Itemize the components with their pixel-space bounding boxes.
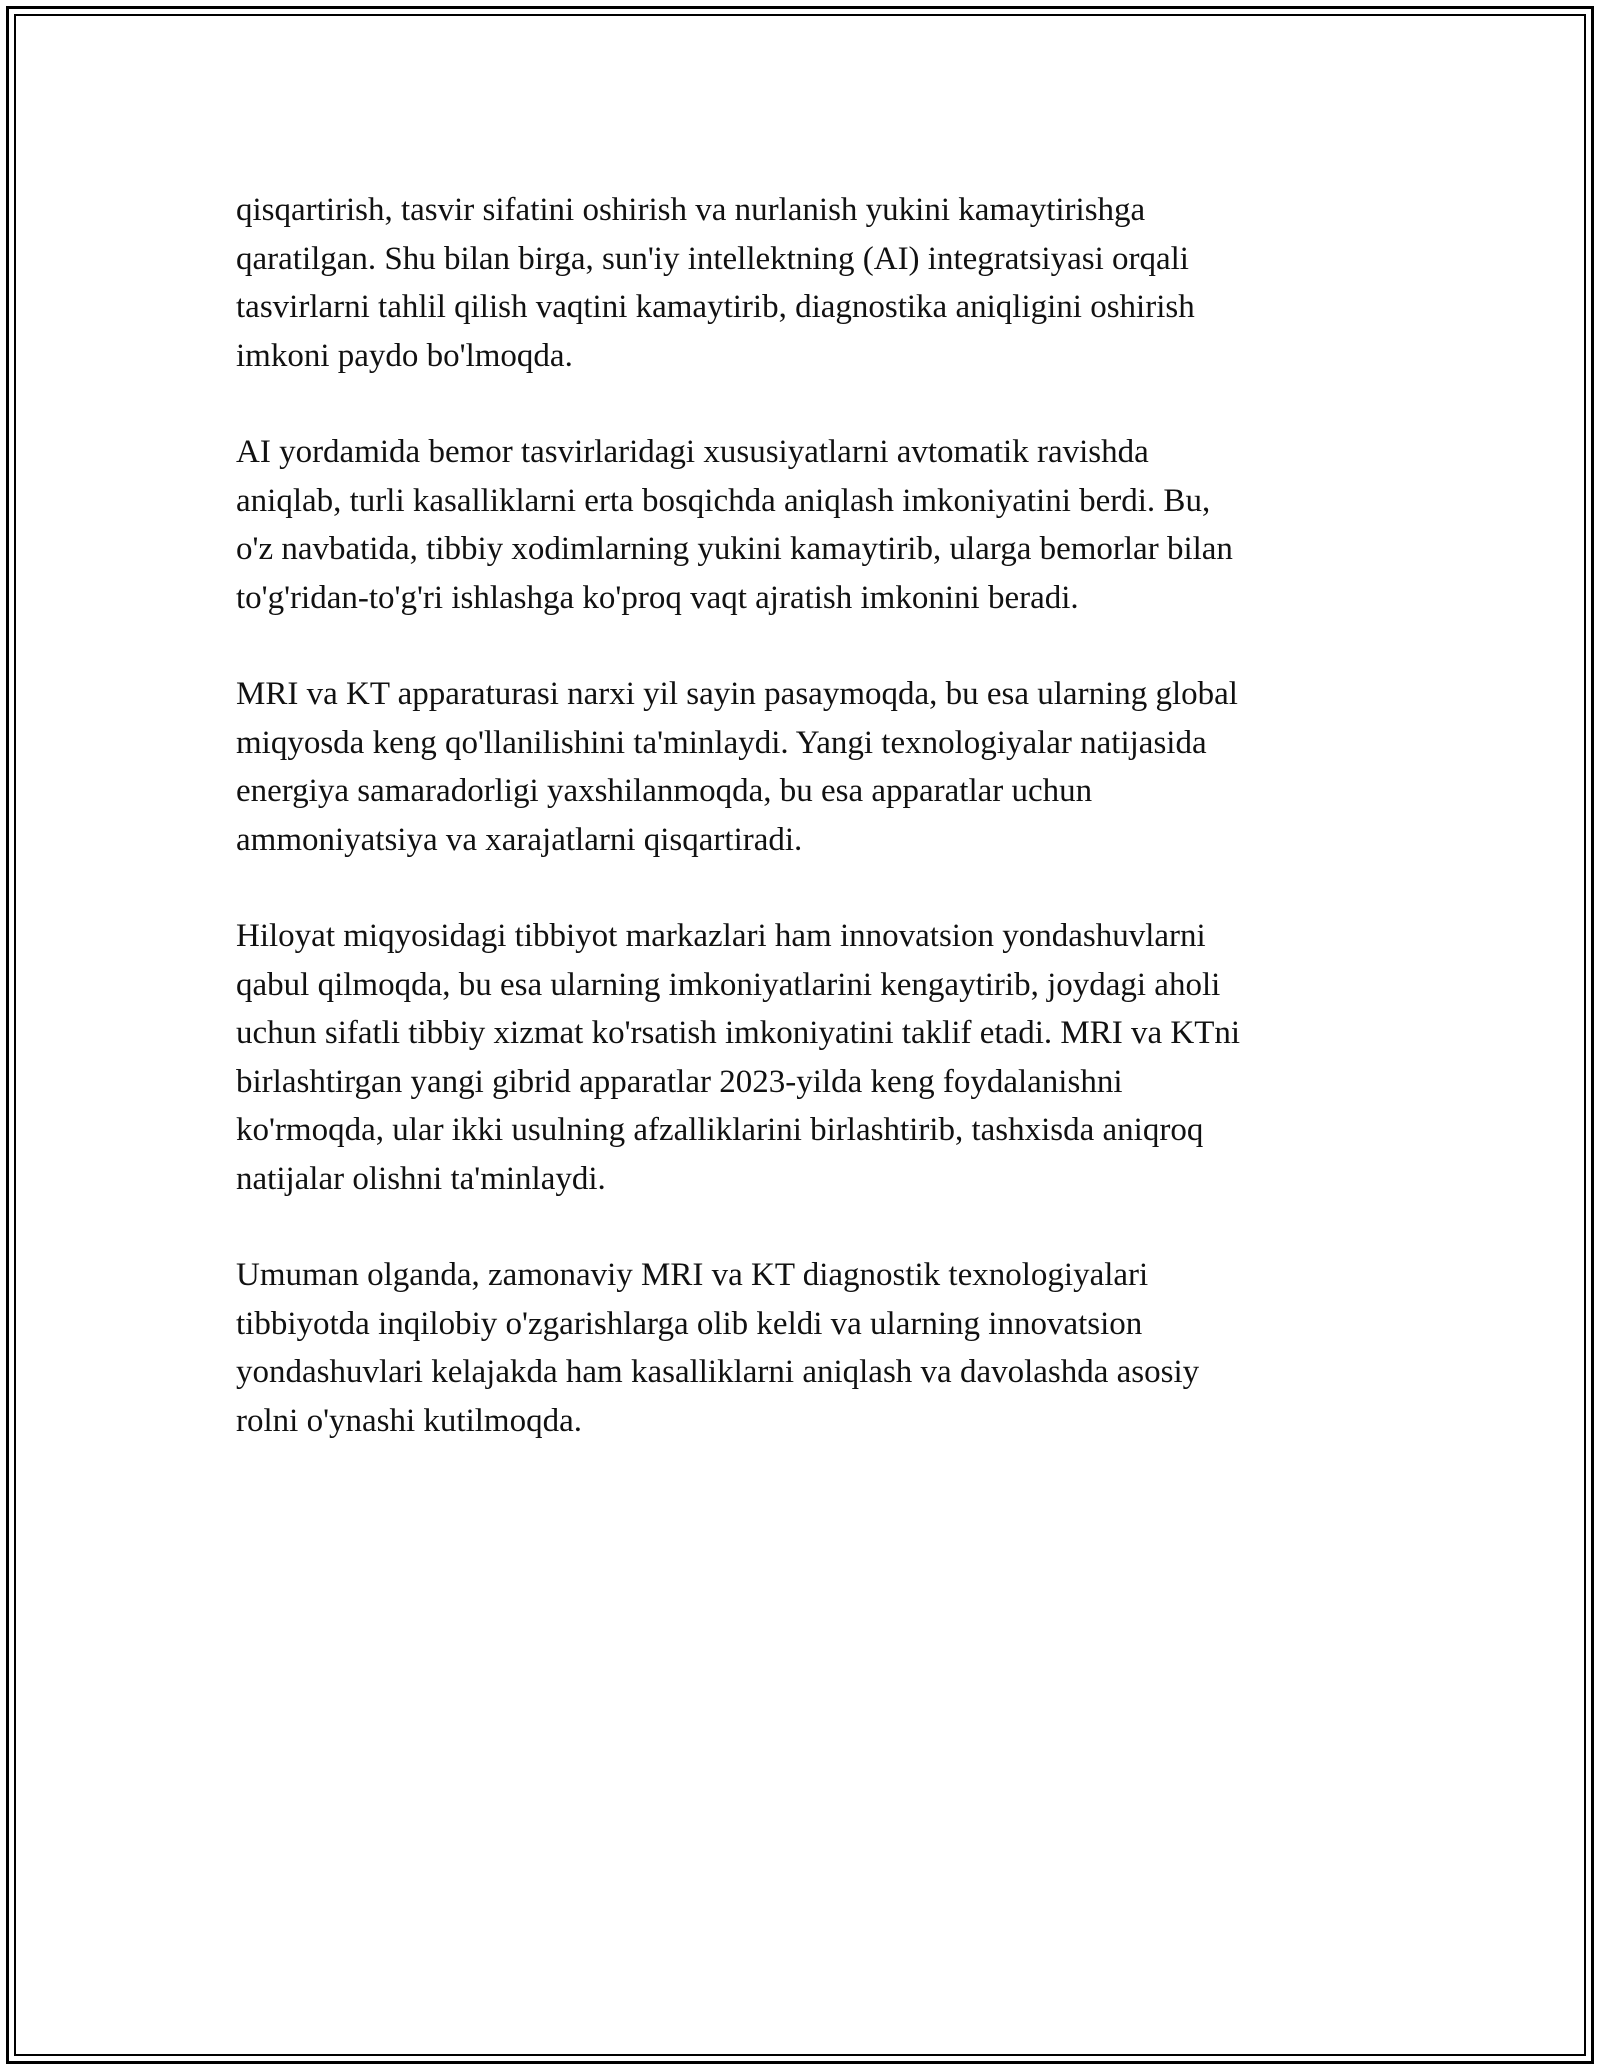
document-body [236,186,1366,1493]
paragraph-3: MRI va KT apparaturasi narxi yil sayin pasaymoqda, bu esa ularning global miqyosda keng qo'llanilishini ta'minlaydi. Yangi texnologiyalar natijasida energiya samaradorligi yaxshilanmoqda, bu esa apparatlar uchun ammoniyatsiya va xarajatlarni qisqartiradi. [236,676,1238,858]
paragraph-2: AI yordamida bemor tasvirlaridagi xususiyatlarni avtomatik ravishda aniqlab, turli kasalliklarni erta bosqichda aniqlash imkoniyatini berdi. Bu, o'z navbatida, tibbiy xodimlarning yukini kamaytirib, ularga bemorlar bilan to'g'ridan-to'g'ri ishlashga ko'proq vaqt ajratish imkonini beradi. [236,434,1233,616]
paragraph-4: Hiloyat miqyosidagi tibbiyot markazlari ham innovatsion yondashuvlarni qabul qilmoqda, bu esa ularning imkoniyatlarini kengaytirib, joydagi aholi uchun sifatli tibbiy xizmat ko'rsatish imkoniyatini taklif etadi. MRI va KTni birlashtirgan yangi gibrid apparatlar 2023-yilda keng foydalanishni ko'rmoqda, ular ikki usulning afzalliklarini birlashtirib, tashxisda aniqroq natijalar olishni ta'minlaydi. [236,918,1241,1197]
paragraph-5: Umuman olganda, zamonaviy MRI va KT diagnostik texnologiyalari tibbiyotda inqilobiy o'zgarishlarga olib keldi va ularning innovatsion yondashuvlari kelajakda ham kasalliklarni aniqlash va davolashda asosiy rolni o'ynashi kutilmoqda. [236,1257,1200,1439]
paragraph-1: qisqartirish, tasvir sifatini oshirish va nurlanish yukini kamaytirishga qaratilgan. Shu bilan birga, sun'iy intellektning (AI) integratsiyasi orqali tasvirlarni tahlil qilish vaqtini kamaytirib, diagnostika aniqligini oshirish imkoni paydo bo'lmoqda. [236,192,1195,374]
